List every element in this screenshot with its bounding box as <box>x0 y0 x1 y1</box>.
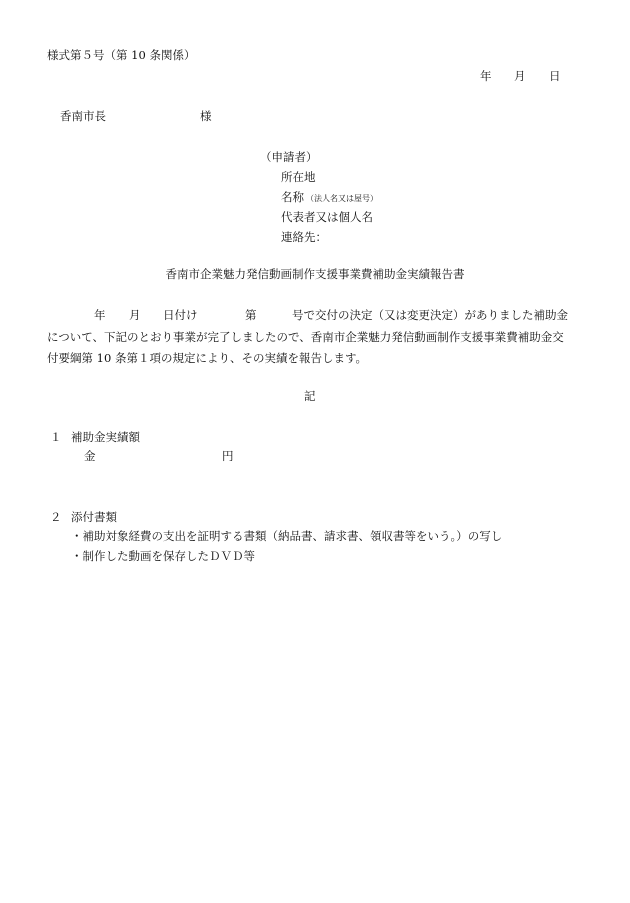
section1-title: 補助金実績額 <box>71 430 140 444</box>
addressee-honorific: 様 <box>200 109 212 123</box>
date-month-label: 月 <box>514 69 526 83</box>
applicant-address-label: 所在地 <box>281 170 316 184</box>
body-line2: について、下記のとおり事業が完了しましたので、香南市企業魅力発信動画制作支援事業費補助金交 <box>47 330 564 344</box>
record-heading: 記 <box>304 389 316 403</box>
section1-amount-unit: 円 <box>222 449 234 463</box>
body-year: 年 <box>94 308 106 322</box>
addressee-name: 香南市長 <box>60 109 106 123</box>
section2-title: 添付書類 <box>71 510 117 524</box>
section1-amount-prefix: 金 <box>84 449 96 463</box>
body-line1-rest: 号で交付の決定（又は変更決定）がありました補助金 <box>292 308 568 322</box>
body-day-attached: 日付け <box>163 308 198 322</box>
attachment-item: ・補助対象経費の支出を証明する書類（納品書、請求書、領収書等をいう。）の写し <box>71 529 503 543</box>
body-month: 月 <box>129 308 141 322</box>
section2-number: ２ <box>50 510 62 524</box>
date-year-label: 年 <box>480 69 492 83</box>
section1-number: １ <box>50 430 62 444</box>
applicant-name-note: （法人名又は屋号） <box>306 194 378 203</box>
applicant-representative-label: 代表者又は個人名 <box>281 210 373 224</box>
applicant-contact-label: 連絡先： <box>281 230 327 244</box>
attachment-item: ・制作した動画を保存したＤＶＤ等 <box>71 549 255 563</box>
body-number-prefix: 第 <box>245 308 257 322</box>
date-day-label: 日 <box>549 69 561 83</box>
applicant-name-row <box>281 192 378 204</box>
applicant-heading: （申請者） <box>260 150 318 164</box>
form-number: 様式第５号（第 10 条関係） <box>47 48 196 62</box>
document-title: 香南市企業魅力発信動画制作支援事業費補助金実績報告書 <box>165 267 465 281</box>
body-line3: 付要綱第 10 条第１項の規定により、その実績を報告します。 <box>47 351 368 365</box>
applicant-name-label: 名称 <box>281 190 304 204</box>
